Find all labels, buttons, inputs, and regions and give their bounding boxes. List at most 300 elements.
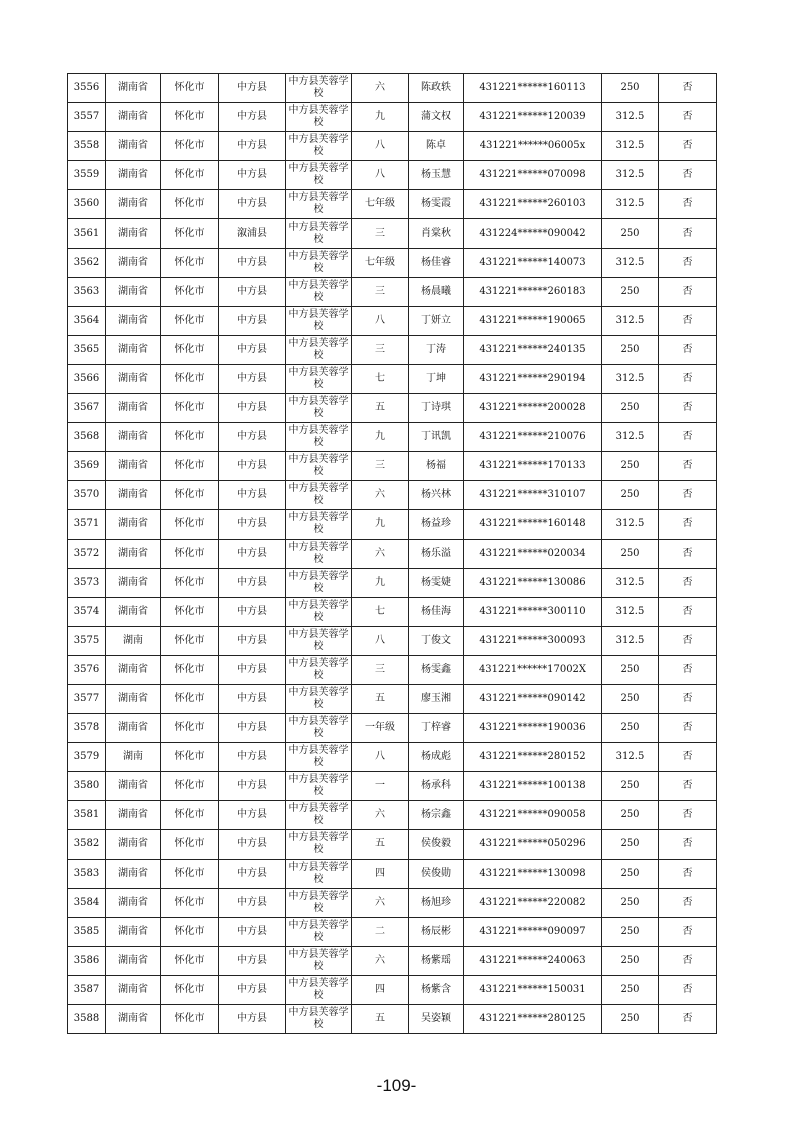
county-cell: 中方县 xyxy=(219,568,286,597)
student-name-cell: 杨雯霞 xyxy=(409,190,464,219)
city-cell: 怀化市 xyxy=(161,917,219,946)
county-cell: 中方县 xyxy=(219,306,286,335)
amount-cell: 250 xyxy=(602,394,659,423)
id-number-cell: 431224******090042 xyxy=(464,219,602,248)
province-cell: 湖南省 xyxy=(106,684,161,713)
row-number-cell: 3561 xyxy=(68,219,106,248)
city-cell: 怀化市 xyxy=(161,946,219,975)
row-number-cell: 3588 xyxy=(68,1005,106,1034)
student-name-cell: 丁诗琪 xyxy=(409,394,464,423)
grade-cell: 六 xyxy=(352,801,409,830)
amount-cell: 312.5 xyxy=(602,364,659,393)
school-cell: 中方县芙蓉学校 xyxy=(286,626,352,655)
province-cell: 湖南 xyxy=(106,626,161,655)
city-cell: 怀化市 xyxy=(161,975,219,1004)
table-row xyxy=(68,394,717,423)
school-cell: 中方县芙蓉学校 xyxy=(286,597,352,626)
row-number-cell: 3581 xyxy=(68,801,106,830)
city-cell: 怀化市 xyxy=(161,132,219,161)
flag-cell: 否 xyxy=(659,335,717,364)
id-number-cell: 431221******06005x xyxy=(464,132,602,161)
grade-cell: 五 xyxy=(352,830,409,859)
county-cell: 中方县 xyxy=(219,335,286,364)
county-cell: 中方县 xyxy=(219,190,286,219)
city-cell: 怀化市 xyxy=(161,510,219,539)
id-number-cell: 431221******170133 xyxy=(464,452,602,481)
grade-cell: 九 xyxy=(352,423,409,452)
county-cell: 中方县 xyxy=(219,161,286,190)
school-cell: 中方县芙蓉学校 xyxy=(286,423,352,452)
city-cell: 怀化市 xyxy=(161,394,219,423)
flag-cell: 否 xyxy=(659,161,717,190)
table-row xyxy=(68,335,717,364)
row-number-cell: 3582 xyxy=(68,830,106,859)
table-row xyxy=(68,801,717,830)
grade-cell: 九 xyxy=(352,510,409,539)
student-name-cell: 杨雯鑫 xyxy=(409,655,464,684)
city-cell: 怀化市 xyxy=(161,626,219,655)
province-cell: 湖南省 xyxy=(106,888,161,917)
table-row xyxy=(68,626,717,655)
province-cell: 湖南省 xyxy=(106,190,161,219)
id-number-cell: 431221******290194 xyxy=(464,364,602,393)
city-cell: 怀化市 xyxy=(161,481,219,510)
province-cell: 湖南省 xyxy=(106,714,161,743)
amount-cell: 312.5 xyxy=(602,568,659,597)
id-number-cell: 431221******130098 xyxy=(464,859,602,888)
amount-cell: 250 xyxy=(602,452,659,481)
flag-cell: 否 xyxy=(659,975,717,1004)
id-number-cell: 431221******150031 xyxy=(464,975,602,1004)
id-number-cell: 431221******260183 xyxy=(464,277,602,306)
county-cell: 中方县 xyxy=(219,626,286,655)
county-cell: 中方县 xyxy=(219,801,286,830)
amount-cell: 312.5 xyxy=(602,161,659,190)
table-row xyxy=(68,161,717,190)
amount-cell: 312.5 xyxy=(602,248,659,277)
amount-cell: 250 xyxy=(602,946,659,975)
flag-cell: 否 xyxy=(659,626,717,655)
table-row xyxy=(68,888,717,917)
student-name-cell: 丁俊文 xyxy=(409,626,464,655)
table-row xyxy=(68,219,717,248)
id-number-cell: 431221******160148 xyxy=(464,510,602,539)
school-cell: 中方县芙蓉学校 xyxy=(286,743,352,772)
grade-cell: 六 xyxy=(352,74,409,103)
province-cell: 湖南省 xyxy=(106,335,161,364)
county-cell: 中方县 xyxy=(219,510,286,539)
county-cell: 中方县 xyxy=(219,714,286,743)
id-number-cell: 431221******070098 xyxy=(464,161,602,190)
flag-cell: 否 xyxy=(659,103,717,132)
row-number-cell: 3568 xyxy=(68,423,106,452)
table-row xyxy=(68,306,717,335)
county-cell: 中方县 xyxy=(219,772,286,801)
grade-cell: 六 xyxy=(352,946,409,975)
amount-cell: 250 xyxy=(602,684,659,713)
grade-cell: 五 xyxy=(352,1005,409,1034)
city-cell: 怀化市 xyxy=(161,74,219,103)
flag-cell: 否 xyxy=(659,277,717,306)
school-cell: 中方县芙蓉学校 xyxy=(286,219,352,248)
id-number-cell: 431221******100138 xyxy=(464,772,602,801)
id-number-cell: 431221******220082 xyxy=(464,888,602,917)
grade-cell: 四 xyxy=(352,975,409,1004)
county-cell: 中方县 xyxy=(219,277,286,306)
flag-cell: 否 xyxy=(659,219,717,248)
id-number-cell: 431221******090142 xyxy=(464,684,602,713)
student-name-cell: 杨成彪 xyxy=(409,743,464,772)
student-name-cell: 陈卓 xyxy=(409,132,464,161)
id-number-cell: 431221******280125 xyxy=(464,1005,602,1034)
row-number-cell: 3576 xyxy=(68,655,106,684)
amount-cell: 250 xyxy=(602,539,659,568)
grade-cell: 六 xyxy=(352,539,409,568)
id-number-cell: 431221******140073 xyxy=(464,248,602,277)
amount-cell: 250 xyxy=(602,481,659,510)
flag-cell: 否 xyxy=(659,888,717,917)
flag-cell: 否 xyxy=(659,859,717,888)
city-cell: 怀化市 xyxy=(161,772,219,801)
city-cell: 怀化市 xyxy=(161,743,219,772)
grade-cell: 一 xyxy=(352,772,409,801)
grade-cell: 八 xyxy=(352,306,409,335)
school-cell: 中方县芙蓉学校 xyxy=(286,655,352,684)
school-cell: 中方县芙蓉学校 xyxy=(286,859,352,888)
grade-cell: 五 xyxy=(352,394,409,423)
school-cell: 中方县芙蓉学校 xyxy=(286,946,352,975)
city-cell: 怀化市 xyxy=(161,859,219,888)
city-cell: 怀化市 xyxy=(161,277,219,306)
province-cell: 湖南省 xyxy=(106,306,161,335)
grade-cell: 三 xyxy=(352,335,409,364)
city-cell: 怀化市 xyxy=(161,335,219,364)
grade-cell: 三 xyxy=(352,219,409,248)
flag-cell: 否 xyxy=(659,539,717,568)
county-cell: 中方县 xyxy=(219,423,286,452)
student-name-cell: 丁涛 xyxy=(409,335,464,364)
grade-cell: 八 xyxy=(352,743,409,772)
table-row xyxy=(68,975,717,1004)
id-number-cell: 431221******190036 xyxy=(464,714,602,743)
id-number-cell: 431221******090058 xyxy=(464,801,602,830)
city-cell: 怀化市 xyxy=(161,830,219,859)
province-cell: 湖南省 xyxy=(106,830,161,859)
city-cell: 怀化市 xyxy=(161,161,219,190)
id-number-cell: 431221******210076 xyxy=(464,423,602,452)
school-cell: 中方县芙蓉学校 xyxy=(286,394,352,423)
flag-cell: 否 xyxy=(659,801,717,830)
table-row xyxy=(68,655,717,684)
city-cell: 怀化市 xyxy=(161,103,219,132)
row-number-cell: 3567 xyxy=(68,394,106,423)
school-cell: 中方县芙蓉学校 xyxy=(286,335,352,364)
flag-cell: 否 xyxy=(659,364,717,393)
county-cell: 溆浦县 xyxy=(219,219,286,248)
table-row xyxy=(68,714,717,743)
row-number-cell: 3571 xyxy=(68,510,106,539)
county-cell: 中方县 xyxy=(219,859,286,888)
province-cell: 湖南省 xyxy=(106,364,161,393)
flag-cell: 否 xyxy=(659,714,717,743)
student-name-cell: 杨乐溢 xyxy=(409,539,464,568)
province-cell: 湖南省 xyxy=(106,103,161,132)
province-cell: 湖南省 xyxy=(106,975,161,1004)
province-cell: 湖南省 xyxy=(106,161,161,190)
province-cell: 湖南 xyxy=(106,743,161,772)
city-cell: 怀化市 xyxy=(161,801,219,830)
student-name-cell: 杨晨曦 xyxy=(409,277,464,306)
county-cell: 中方县 xyxy=(219,452,286,481)
grade-cell: 七 xyxy=(352,597,409,626)
county-cell: 中方县 xyxy=(219,248,286,277)
county-cell: 中方县 xyxy=(219,888,286,917)
grade-cell: 九 xyxy=(352,103,409,132)
amount-cell: 250 xyxy=(602,74,659,103)
amount-cell: 250 xyxy=(602,830,659,859)
student-name-cell: 蒲文权 xyxy=(409,103,464,132)
id-number-cell: 431221******300093 xyxy=(464,626,602,655)
table-row xyxy=(68,917,717,946)
row-number-cell: 3559 xyxy=(68,161,106,190)
county-cell: 中方县 xyxy=(219,743,286,772)
province-cell: 湖南省 xyxy=(106,946,161,975)
province-cell: 湖南省 xyxy=(106,568,161,597)
student-name-cell: 陈政轶 xyxy=(409,74,464,103)
table-row xyxy=(68,364,717,393)
county-cell: 中方县 xyxy=(219,103,286,132)
city-cell: 怀化市 xyxy=(161,888,219,917)
row-number-cell: 3577 xyxy=(68,684,106,713)
province-cell: 湖南省 xyxy=(106,481,161,510)
student-name-cell: 丁讯凯 xyxy=(409,423,464,452)
id-number-cell: 431221******130086 xyxy=(464,568,602,597)
province-cell: 湖南省 xyxy=(106,597,161,626)
grade-cell: 五 xyxy=(352,684,409,713)
table-row xyxy=(68,1005,717,1034)
city-cell: 怀化市 xyxy=(161,539,219,568)
id-number-cell: 431221******190065 xyxy=(464,306,602,335)
city-cell: 怀化市 xyxy=(161,597,219,626)
flag-cell: 否 xyxy=(659,190,717,219)
student-name-cell: 杨紫瑶 xyxy=(409,946,464,975)
id-number-cell: 431221******120039 xyxy=(464,103,602,132)
flag-cell: 否 xyxy=(659,684,717,713)
city-cell: 怀化市 xyxy=(161,684,219,713)
flag-cell: 否 xyxy=(659,248,717,277)
flag-cell: 否 xyxy=(659,481,717,510)
row-number-cell: 3560 xyxy=(68,190,106,219)
city-cell: 怀化市 xyxy=(161,306,219,335)
province-cell: 湖南省 xyxy=(106,1005,161,1034)
city-cell: 怀化市 xyxy=(161,1005,219,1034)
amount-cell: 250 xyxy=(602,801,659,830)
city-cell: 怀化市 xyxy=(161,248,219,277)
county-cell: 中方县 xyxy=(219,539,286,568)
grade-cell: 七 xyxy=(352,364,409,393)
grade-cell: 二 xyxy=(352,917,409,946)
school-cell: 中方县芙蓉学校 xyxy=(286,74,352,103)
row-number-cell: 3566 xyxy=(68,364,106,393)
student-name-cell: 廖玉湘 xyxy=(409,684,464,713)
student-name-cell: 杨玉慧 xyxy=(409,161,464,190)
flag-cell: 否 xyxy=(659,772,717,801)
school-cell: 中方县芙蓉学校 xyxy=(286,888,352,917)
student-name-cell: 杨旭珍 xyxy=(409,888,464,917)
amount-cell: 250 xyxy=(602,714,659,743)
county-cell: 中方县 xyxy=(219,655,286,684)
row-number-cell: 3572 xyxy=(68,539,106,568)
id-number-cell: 431221******090097 xyxy=(464,917,602,946)
flag-cell: 否 xyxy=(659,423,717,452)
table-row xyxy=(68,946,717,975)
flag-cell: 否 xyxy=(659,655,717,684)
id-number-cell: 431221******240135 xyxy=(464,335,602,364)
province-cell: 湖南省 xyxy=(106,248,161,277)
id-number-cell: 431221******310107 xyxy=(464,481,602,510)
table-row xyxy=(68,423,717,452)
county-cell: 中方县 xyxy=(219,394,286,423)
flag-cell: 否 xyxy=(659,597,717,626)
student-name-cell: 吴姿颖 xyxy=(409,1005,464,1034)
table-row xyxy=(68,190,717,219)
amount-cell: 312.5 xyxy=(602,626,659,655)
flag-cell: 否 xyxy=(659,917,717,946)
table-row xyxy=(68,830,717,859)
amount-cell: 312.5 xyxy=(602,132,659,161)
school-cell: 中方县芙蓉学校 xyxy=(286,539,352,568)
row-number-cell: 3562 xyxy=(68,248,106,277)
student-name-cell: 侯俊毅 xyxy=(409,830,464,859)
county-cell: 中方县 xyxy=(219,830,286,859)
student-name-cell: 杨佳海 xyxy=(409,597,464,626)
flag-cell: 否 xyxy=(659,74,717,103)
province-cell: 湖南省 xyxy=(106,539,161,568)
id-number-cell: 431221******050296 xyxy=(464,830,602,859)
grade-cell: 八 xyxy=(352,626,409,655)
row-number-cell: 3574 xyxy=(68,597,106,626)
student-name-cell: 杨佳睿 xyxy=(409,248,464,277)
school-cell: 中方县芙蓉学校 xyxy=(286,975,352,1004)
flag-cell: 否 xyxy=(659,568,717,597)
row-number-cell: 3584 xyxy=(68,888,106,917)
student-name-cell: 侯俊勋 xyxy=(409,859,464,888)
county-cell: 中方县 xyxy=(219,917,286,946)
county-cell: 中方县 xyxy=(219,975,286,1004)
amount-cell: 250 xyxy=(602,219,659,248)
page-number: -109- xyxy=(376,1076,417,1095)
school-cell: 中方县芙蓉学校 xyxy=(286,510,352,539)
student-name-cell: 丁妍立 xyxy=(409,306,464,335)
school-cell: 中方县芙蓉学校 xyxy=(286,248,352,277)
row-number-cell: 3565 xyxy=(68,335,106,364)
amount-cell: 312.5 xyxy=(602,510,659,539)
school-cell: 中方县芙蓉学校 xyxy=(286,801,352,830)
county-cell: 中方县 xyxy=(219,684,286,713)
province-cell: 湖南省 xyxy=(106,452,161,481)
id-number-cell: 431221******020034 xyxy=(464,539,602,568)
table-row xyxy=(68,103,717,132)
flag-cell: 否 xyxy=(659,132,717,161)
id-number-cell: 431221******240063 xyxy=(464,946,602,975)
table-row xyxy=(68,248,717,277)
student-name-cell: 杨宗鑫 xyxy=(409,801,464,830)
flag-cell: 否 xyxy=(659,452,717,481)
table-row xyxy=(68,772,717,801)
school-cell: 中方县芙蓉学校 xyxy=(286,714,352,743)
id-number-cell: 431221******260103 xyxy=(464,190,602,219)
student-name-cell: 杨兴林 xyxy=(409,481,464,510)
county-cell: 中方县 xyxy=(219,132,286,161)
school-cell: 中方县芙蓉学校 xyxy=(286,132,352,161)
county-cell: 中方县 xyxy=(219,1005,286,1034)
grade-cell: 七年级 xyxy=(352,248,409,277)
province-cell: 湖南省 xyxy=(106,394,161,423)
table-row xyxy=(68,510,717,539)
amount-cell: 312.5 xyxy=(602,423,659,452)
grade-cell: 六 xyxy=(352,888,409,917)
table-row xyxy=(68,481,717,510)
county-cell: 中方县 xyxy=(219,74,286,103)
student-name-cell: 丁坤 xyxy=(409,364,464,393)
table-row xyxy=(68,597,717,626)
row-number-cell: 3585 xyxy=(68,917,106,946)
grade-cell: 三 xyxy=(352,655,409,684)
row-number-cell: 3583 xyxy=(68,859,106,888)
id-number-cell: 431221******300110 xyxy=(464,597,602,626)
grade-cell: 四 xyxy=(352,859,409,888)
amount-cell: 250 xyxy=(602,859,659,888)
province-cell: 湖南省 xyxy=(106,772,161,801)
student-name-cell: 杨雯婕 xyxy=(409,568,464,597)
county-cell: 中方县 xyxy=(219,481,286,510)
county-cell: 中方县 xyxy=(219,364,286,393)
school-cell: 中方县芙蓉学校 xyxy=(286,568,352,597)
school-cell: 中方县芙蓉学校 xyxy=(286,452,352,481)
amount-cell: 250 xyxy=(602,655,659,684)
grade-cell: 八 xyxy=(352,161,409,190)
row-number-cell: 3586 xyxy=(68,946,106,975)
province-cell: 湖南省 xyxy=(106,74,161,103)
table-row xyxy=(68,74,717,103)
table-body xyxy=(68,74,717,1034)
student-name-cell: 杨辰彬 xyxy=(409,917,464,946)
amount-cell: 312.5 xyxy=(602,190,659,219)
school-cell: 中方县芙蓉学校 xyxy=(286,481,352,510)
school-cell: 中方县芙蓉学校 xyxy=(286,306,352,335)
row-number-cell: 3556 xyxy=(68,74,106,103)
flag-cell: 否 xyxy=(659,510,717,539)
school-cell: 中方县芙蓉学校 xyxy=(286,1005,352,1034)
amount-cell: 250 xyxy=(602,888,659,917)
row-number-cell: 3580 xyxy=(68,772,106,801)
id-number-cell: 431221******17002X xyxy=(464,655,602,684)
province-cell: 湖南省 xyxy=(106,510,161,539)
city-cell: 怀化市 xyxy=(161,655,219,684)
grade-cell: 八 xyxy=(352,132,409,161)
table-row xyxy=(68,684,717,713)
county-cell: 中方县 xyxy=(219,946,286,975)
table-row xyxy=(68,539,717,568)
table-row xyxy=(68,452,717,481)
table-row xyxy=(68,859,717,888)
city-cell: 怀化市 xyxy=(161,452,219,481)
city-cell: 怀化市 xyxy=(161,423,219,452)
province-cell: 湖南省 xyxy=(106,132,161,161)
flag-cell: 否 xyxy=(659,743,717,772)
amount-cell: 312.5 xyxy=(602,597,659,626)
grade-cell: 三 xyxy=(352,452,409,481)
